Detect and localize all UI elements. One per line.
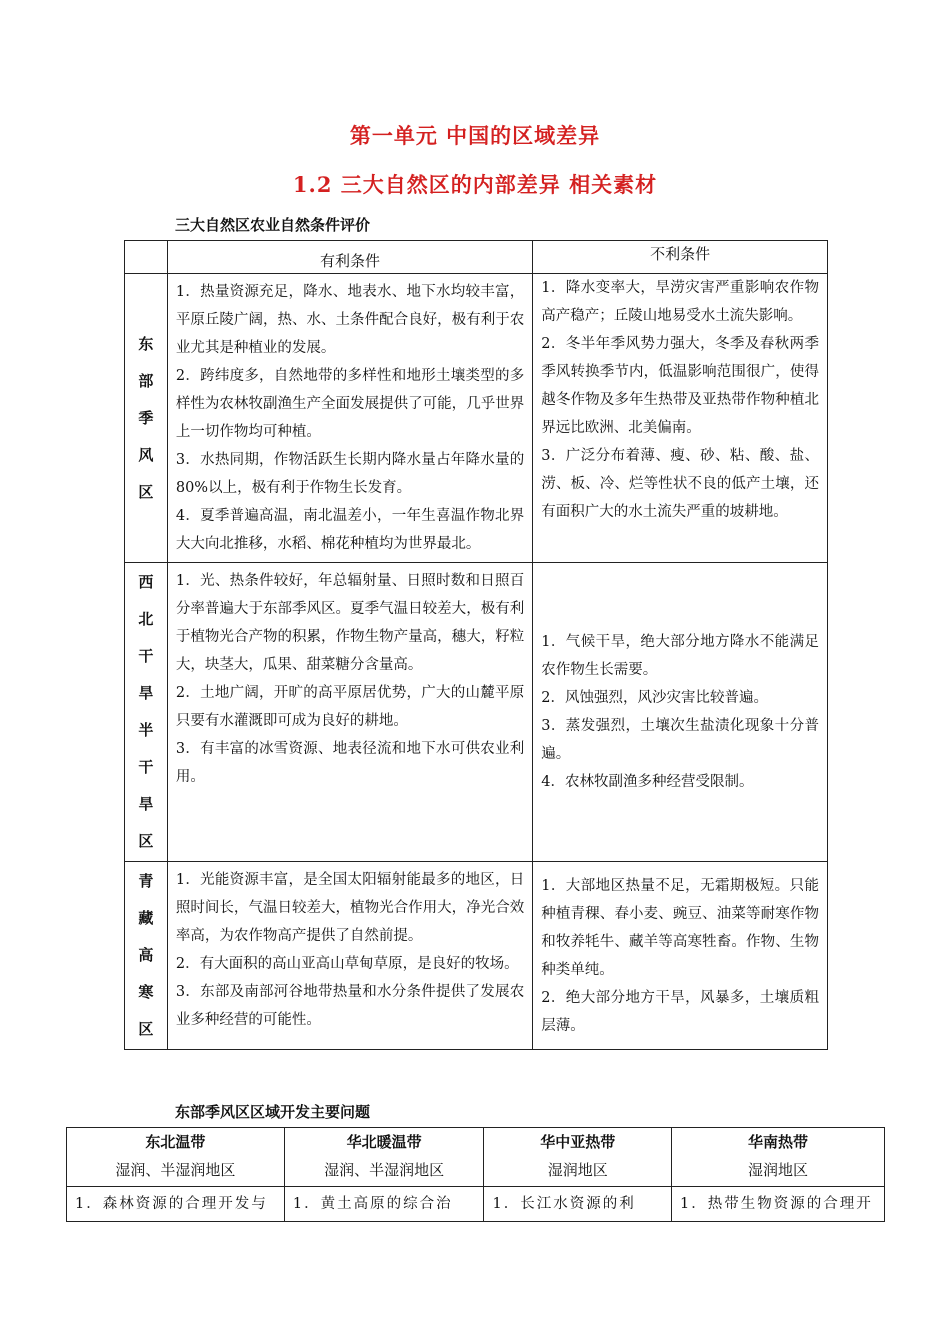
header-north-warm-temperate — [284, 1128, 484, 1187]
list-item: 3．水热同期，作物活跃生长期内降水量占年降水量的80%以上，极有利于作物生长发育。 — [175, 452, 525, 496]
list-item: 1．大部地区热量不足，无霜期极短。只能种植青稞、春小麦、豌豆、油菜等耐寒作物和牧养牦牛、藏羊等高寒牲畜。作物、生物种类单纯。 — [541, 877, 819, 978]
region-cell — [125, 563, 168, 862]
table-row — [125, 274, 828, 563]
issue-cell: 1．黄土高原的综合治 — [284, 1187, 484, 1222]
list-item: 2．有大面积的高山亚高山草甸草原，是良好的牧场。 — [175, 956, 519, 972]
region-cell — [125, 862, 168, 1050]
header-unfavorable: 不利条件 — [533, 241, 828, 274]
favorable-cell — [167, 862, 532, 1050]
issue-cell: 1．长江水资源的利 — [484, 1187, 672, 1222]
issue-cell: 1．森林资源的合理开发与 — [67, 1187, 285, 1222]
list-item: 1．光能资源丰富，是全国太阳辐射能最多的地区，日照时间长，气温日较差大，植物光合作用大，净光合效率高，为农作物高产提供了自然前提。 — [175, 872, 525, 944]
list-item: 1．热量资源充足，降水、地表水、地下水均较丰富，平原丘陵广阔，热、水、土条件配合良好，极有利于农业尤其是种植业的发展。 — [175, 284, 525, 356]
unfavorable-cell — [533, 563, 828, 862]
unfavorable-cell — [533, 862, 828, 1050]
list-item: 2．跨纬度多，自然地带的多样性和地形土壤类型的多样性为农林牧副渔生产全面发展提供了可能，几乎世界上一切作物均可种植。 — [175, 368, 525, 440]
list-item: 2．绝大部分地方干旱，风暴多，土壤质粗层薄。 — [541, 989, 819, 1034]
table2-caption: 东部季风区区域开发主要问题 — [175, 1103, 371, 1121]
table-row — [125, 563, 828, 862]
development-issues-table — [66, 1127, 885, 1222]
list-item: 3．蒸发强烈，土壤次生盐渍化现象十分普遍。 — [541, 718, 819, 762]
favorable-cell — [167, 563, 532, 862]
list-item: 3．广泛分布着薄、瘦、砂、粘、酸、盐、涝、板、冷、烂等性状不良的低产土壤，还有面积广大的水土流失严重的坡耕地。 — [541, 448, 819, 520]
list-item: 3．东部及南部河谷地带热量和水分条件提供了发展农业多种经营的可能性。 — [175, 984, 525, 1028]
table1-caption: 三大自然区农业自然条件评价 — [175, 216, 371, 234]
column-subtitle: 湿润、半湿润地区 — [115, 1161, 236, 1179]
region-label-tibet-alpine: 青藏高寒区 — [138, 872, 154, 1038]
list-item: 2．风蚀强烈，风沙灾害比较普遍。 — [541, 690, 768, 706]
list-item: 2．土地广阔，开旷的高平原居优势，广大的山麓平原只要有水灌溉即可成为良好的耕地。 — [175, 685, 525, 729]
list-item: 1．降水变率大，旱涝灾害严重影响农作物高产稳产；丘陵山地易受水土流失影响。 — [541, 280, 819, 324]
region-cell — [125, 274, 168, 563]
column-name: 华中亚热带 — [540, 1133, 616, 1151]
header-south-tropical — [672, 1128, 885, 1187]
column-subtitle: 湿润地区 — [748, 1161, 809, 1179]
column-name: 华北暖温带 — [346, 1133, 422, 1151]
column-subtitle: 湿润地区 — [547, 1161, 608, 1179]
table1-header-blank — [125, 241, 168, 274]
header-central-subtropical — [484, 1128, 672, 1187]
column-name: 华南热带 — [748, 1133, 809, 1151]
table-row — [67, 1187, 885, 1222]
list-item: 1．光、热条件较好，年总辐射量、日照时数和日照百分率普遍大于东部季风区。夏季气温日较差大，极有利于植物光合产物的积累，作物生物产量高，穗大，籽粒大，块茎大，瓜果、甜菜糖分含量高。 — [175, 573, 525, 673]
header-northeast-temperate — [67, 1128, 285, 1187]
table2-header-row — [67, 1128, 885, 1187]
column-name: 东北温带 — [145, 1133, 206, 1151]
list-item: 3．有丰富的冰雪资源、地表径流和地下水可供农业利用。 — [175, 741, 525, 785]
header-favorable: 有利条件 — [167, 241, 532, 274]
table-row — [125, 862, 828, 1050]
region-label-northwest-arid: 西北干旱半干旱区 — [138, 573, 154, 850]
list-item: 4．农林牧副渔多种经营受限制。 — [541, 774, 754, 790]
document-title: 第一单元 中国的区域差异 — [349, 123, 601, 148]
list-item: 1．气候干旱，绝大部分地方降水不能满足农作物生长需要。 — [541, 634, 819, 678]
favorable-cell — [167, 274, 532, 563]
unfavorable-cell — [533, 274, 828, 563]
document-subtitle: 1.2 三大自然区的内部差异 相关素材 — [292, 172, 658, 197]
table1-header-row — [125, 241, 828, 274]
column-subtitle: 湿润、半湿润地区 — [324, 1161, 445, 1179]
list-item: 4．夏季普遍高温，南北温差小，一年生喜温作物北界大大向北推移，水稻、棉花种植均为世界最北。 — [175, 508, 525, 552]
agri-conditions-table — [124, 240, 828, 1050]
region-label-east-monsoon: 东部季风区 — [138, 334, 154, 501]
list-item: 2．冬半年季风势力强大，冬季及春秋两季季风转换季节内，低温影响范围很广，使得越冬作物及多年生热带及亚热带作物种植北界远比欧洲、北美偏南。 — [541, 336, 819, 436]
issue-cell: 1．热带生物资源的合理开 — [672, 1187, 885, 1222]
